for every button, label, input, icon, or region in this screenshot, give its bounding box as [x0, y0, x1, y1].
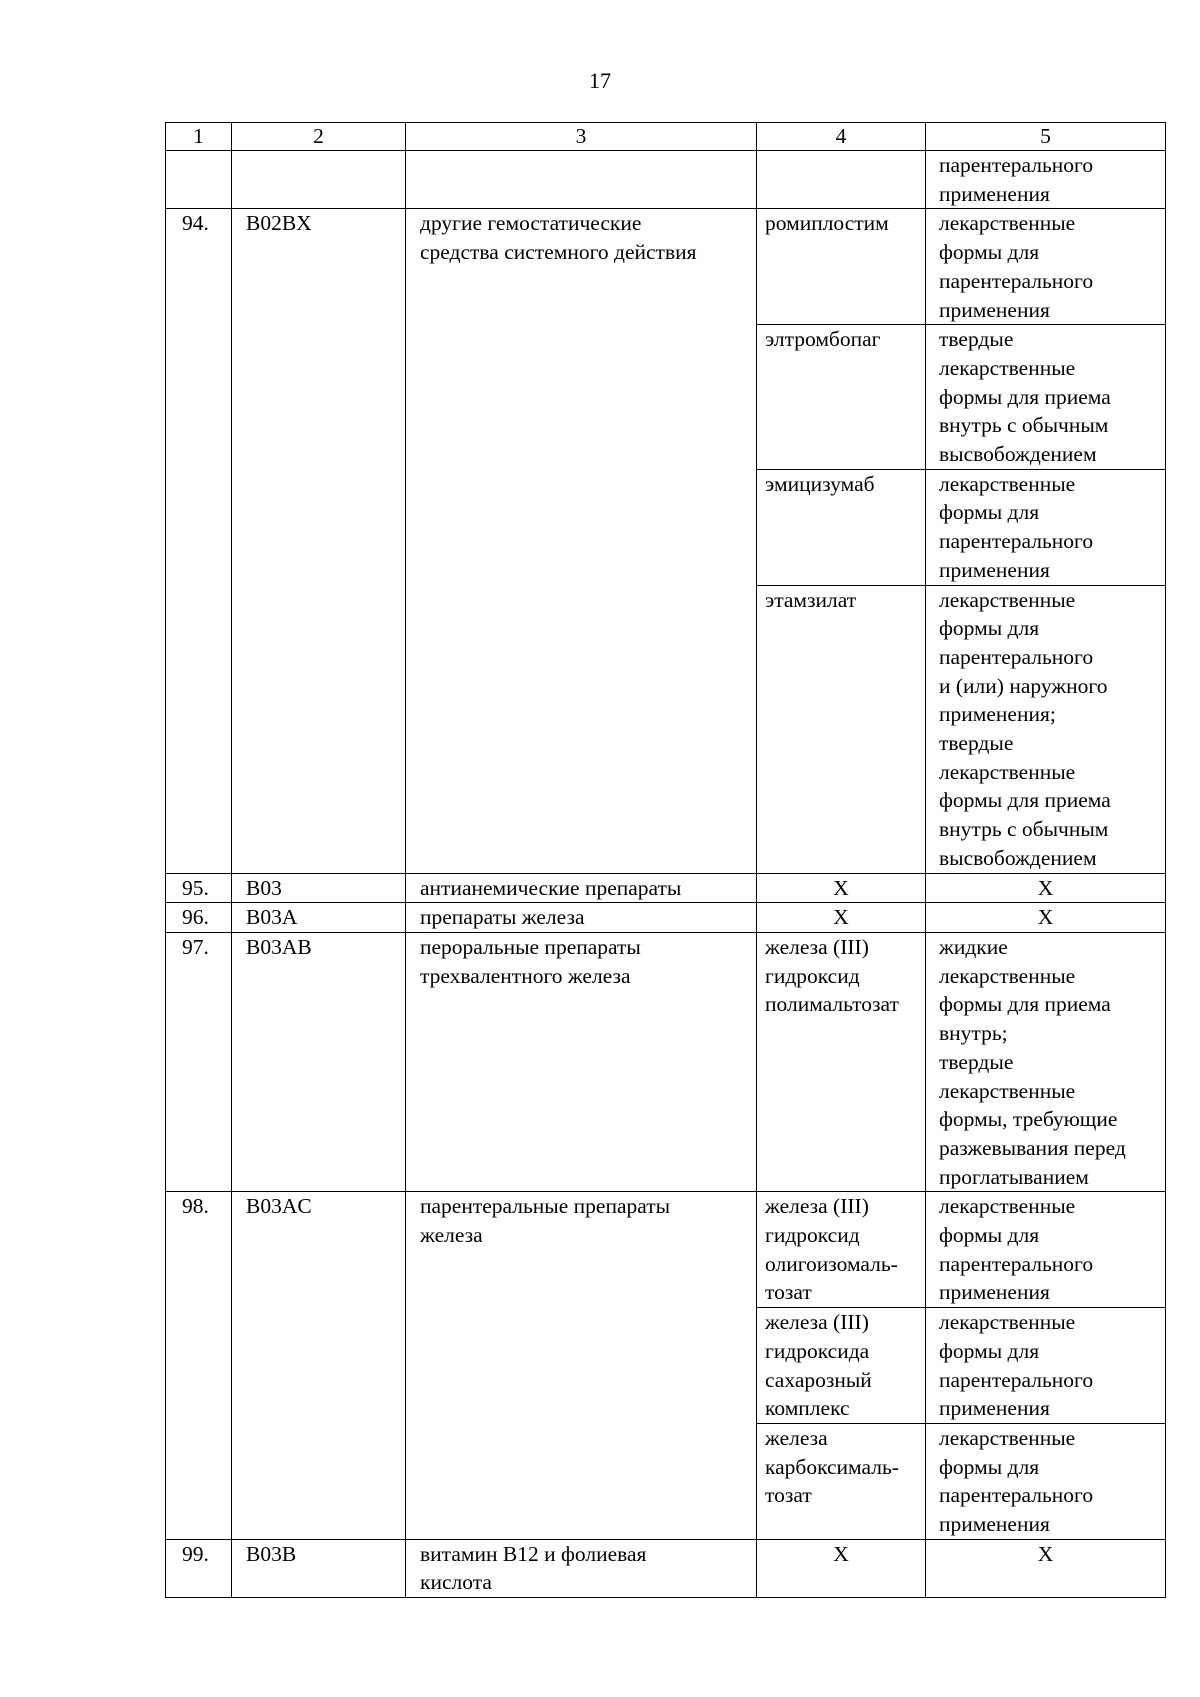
dosage-form-cell-line: лекарственные: [939, 355, 1076, 380]
dosage-form-cell-line: твердые: [939, 731, 1014, 756]
drug-name-cell: [757, 585, 926, 873]
dosage-form-cell-line: парентерального: [939, 1367, 1094, 1392]
column-header-2: 2: [232, 123, 406, 151]
dosage-form-cell-line: разжевывания перед: [939, 1135, 1126, 1160]
dosage-form-cell-line: парентерального: [939, 1251, 1094, 1276]
group-name-cell: [406, 932, 757, 1191]
drug-name-cell-line: гидроксида: [765, 1338, 870, 1363]
group-name-cell-line: антианемические препараты: [420, 875, 682, 900]
row-number-cell: 99.: [166, 1539, 232, 1597]
dosage-form-cell-line: применения: [939, 1280, 1050, 1305]
group-name-cell: [406, 1539, 757, 1597]
page-number: 17: [589, 68, 611, 93]
dosage-form-cell-line: формы для: [939, 616, 1040, 641]
dosage-form-cell: [926, 1192, 1166, 1308]
group-name-cell-line: пероральные препараты: [420, 934, 641, 959]
atc-code-cell: B03AC: [232, 1192, 406, 1539]
drug-name-cell-line: этамзилат: [765, 587, 857, 612]
drug-name-cell: X: [757, 1539, 926, 1597]
dosage-form-cell-line: внутрь с обычным: [939, 413, 1109, 438]
drug-name-cell-line: железа (III): [765, 934, 869, 959]
table-row: [166, 932, 1166, 1191]
drug-name-cell-line: гидроксид: [765, 1223, 860, 1248]
dosage-form-cell: [926, 1308, 1166, 1424]
dosage-form-cell-line: формы, требующие: [939, 1107, 1118, 1132]
dosage-form-cell-line: проглатыванием: [939, 1164, 1089, 1189]
table-row: [166, 873, 1166, 903]
drug-name-cell: X: [757, 903, 926, 933]
dosage-form-cell-line: лекарственные: [939, 759, 1076, 784]
dosage-form-cell-line: твердые: [939, 327, 1014, 352]
drug-name-cell: [757, 469, 926, 585]
dosage-form-cell-line: формы для: [939, 1223, 1040, 1248]
dosage-form-cell-line: применения;: [939, 702, 1056, 727]
empty-cell: [166, 151, 232, 209]
dosage-form-cell-line: внутрь с обычным: [939, 817, 1109, 842]
row-number-cell: 96.: [166, 903, 232, 933]
empty-cell: [757, 151, 926, 209]
dosage-form-cell: [926, 151, 1166, 209]
dosage-form-cell-line: высвобождением: [939, 442, 1097, 467]
dosage-form-cell-line: формы для приема: [939, 384, 1111, 409]
dosage-form-cell-line: высвобождением: [939, 845, 1097, 870]
drug-name-cell: [757, 1308, 926, 1424]
drug-name-cell-line: гидроксид: [765, 963, 860, 988]
dosage-form-cell-line: парентерального: [939, 1483, 1094, 1508]
dosage-form-cell-line: формы для: [939, 240, 1040, 265]
dosage-form-cell: X: [926, 873, 1166, 903]
row-number-cell: 97.: [166, 932, 232, 1191]
dosage-form-cell-line: применения: [939, 1512, 1050, 1537]
dosage-form-cell-line: парентерального: [939, 153, 1094, 177]
dosage-form-cell-line: лекарственные: [939, 1194, 1076, 1219]
empty-cell: [406, 151, 757, 209]
dosage-form-cell-line: формы для: [939, 500, 1040, 525]
column-header-5: 5: [926, 123, 1166, 151]
dosage-form-cell: [926, 469, 1166, 585]
table-row: [166, 1539, 1166, 1597]
dosage-form-cell: X: [926, 1539, 1166, 1597]
dosage-form-cell-line: парентерального: [939, 268, 1094, 293]
group-name-cell-line: препараты железа: [420, 905, 585, 930]
dosage-form-cell: [926, 585, 1166, 873]
dosage-form-cell-line: лекарственные: [939, 471, 1076, 496]
column-header-4: 4: [757, 123, 926, 151]
empty-cell: [232, 151, 406, 209]
drug-name-cell-line: железа: [765, 1425, 828, 1450]
dosage-form-cell: X: [926, 903, 1166, 933]
atc-code-cell: B03B: [232, 1539, 406, 1597]
column-header-1: 1: [166, 123, 232, 151]
drug-name-cell-line: тозат: [765, 1280, 812, 1305]
group-name-cell-line: железа: [420, 1223, 483, 1248]
atc-code-cell: B03AB: [232, 932, 406, 1191]
dosage-form-cell-line: твердые: [939, 1049, 1014, 1074]
dosage-form-cell-line: лекарственные: [939, 1425, 1076, 1450]
drug-name-cell: [757, 932, 926, 1191]
atc-code-cell: B02BX: [232, 209, 406, 873]
dosage-form-cell-line: жидкие: [939, 934, 1008, 959]
dosage-form-cell: [926, 932, 1166, 1191]
group-name-cell-line: другие гемостатические: [420, 211, 642, 236]
atc-code-cell: B03A: [232, 903, 406, 933]
group-name-cell-line: средства системного действия: [420, 240, 697, 265]
dosage-form-cell-line: лекарственные: [939, 1310, 1076, 1335]
row-number-cell: 95.: [166, 873, 232, 903]
group-name-cell-line: витамин B12 и фолиевая: [420, 1541, 647, 1566]
table-row: [166, 1192, 1166, 1308]
dosage-form-cell-line: лекарственные: [939, 587, 1076, 612]
drug-name-cell-line: элтромбопаг: [765, 327, 881, 352]
dosage-form-cell-line: лекарственные: [939, 963, 1076, 988]
group-name-cell: [406, 873, 757, 903]
drug-name-cell-line: сахарозный: [765, 1367, 872, 1392]
drug-name-cell-line: железа (III): [765, 1194, 869, 1219]
drug-name-cell: [757, 325, 926, 470]
dosage-form-cell: [926, 1423, 1166, 1539]
drug-name-cell: [757, 1192, 926, 1308]
group-name-cell-line: трехвалентного железа: [420, 963, 631, 988]
group-name-cell: [406, 209, 757, 873]
row-number-cell: 98.: [166, 1192, 232, 1539]
drug-name-cell-line: железа (III): [765, 1310, 869, 1335]
dosage-form-cell-line: лекарственные: [939, 1078, 1076, 1103]
dosage-form-cell-line: и (или) наружного: [939, 673, 1108, 698]
drug-name-cell-line: полимальтозат: [765, 992, 899, 1017]
table-row: [166, 903, 1166, 933]
dosage-form-cell-line: применения: [939, 297, 1050, 322]
drug-name-cell-line: эмицизумаб: [765, 471, 875, 496]
dosage-form-cell-line: формы для приема: [939, 788, 1111, 813]
drug-list-table: [165, 122, 1166, 1598]
group-name-cell: [406, 1192, 757, 1539]
table-row: [166, 209, 1166, 325]
dosage-form-cell: [926, 209, 1166, 325]
dosage-form-cell: [926, 325, 1166, 470]
dosage-form-cell-line: формы для приема: [939, 992, 1111, 1017]
dosage-form-cell-line: парентерального: [939, 644, 1094, 669]
drug-name-cell-line: олигоизомаль-: [765, 1251, 898, 1276]
drug-name-cell-line: комплекс: [765, 1396, 850, 1421]
drug-name-cell-line: ромиплостим: [765, 211, 889, 236]
column-header-3: 3: [406, 123, 757, 151]
dosage-form-cell-line: парентерального: [939, 529, 1094, 554]
dosage-form-cell-line: формы для: [939, 1454, 1040, 1479]
row-number-cell: 94.: [166, 209, 232, 873]
drug-name-cell-line: тозат: [765, 1483, 812, 1508]
table-header-row: [166, 123, 1166, 151]
group-name-cell: [406, 903, 757, 933]
group-name-cell-line: кислота: [420, 1570, 492, 1595]
drug-name-cell: [757, 209, 926, 325]
atc-code-cell: B03: [232, 873, 406, 903]
dosage-form-cell-line: внутрь;: [939, 1021, 1008, 1046]
dosage-form-cell-line: лекарственные: [939, 211, 1076, 236]
dosage-form-cell-line: применения: [939, 181, 1050, 206]
dosage-form-cell-line: формы для: [939, 1338, 1040, 1363]
dosage-form-cell-line: применения: [939, 557, 1050, 582]
dosage-form-cell-line: применения: [939, 1396, 1050, 1421]
drug-name-cell: X: [757, 873, 926, 903]
continuation-row: [166, 151, 1166, 209]
drug-name-cell-line: карбоксималь-: [765, 1454, 899, 1479]
group-name-cell-line: парентеральные препараты: [420, 1194, 671, 1219]
drug-name-cell: [757, 1423, 926, 1539]
